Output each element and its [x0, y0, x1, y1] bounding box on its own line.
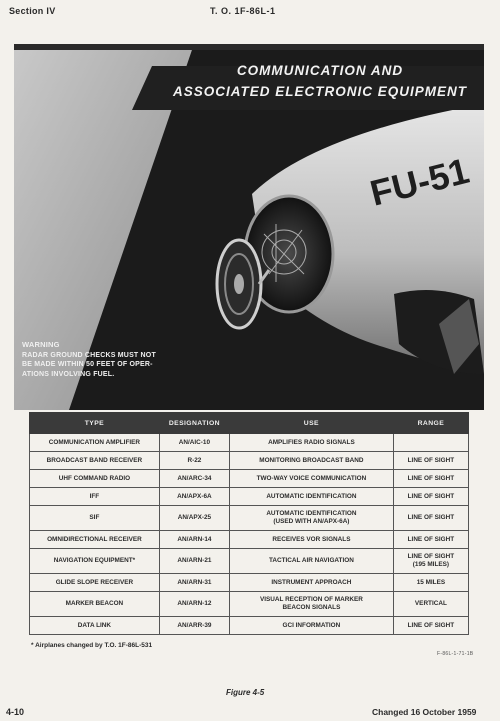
header-use: USE: [229, 413, 393, 434]
table-row: [30, 434, 469, 452]
cell-type: UHF COMMAND RADIO: [30, 470, 160, 488]
cell-designation: AN/APX-6A: [159, 488, 229, 506]
cell-range-line: VERTICAL: [414, 600, 447, 607]
cell-range: [393, 574, 468, 592]
cell-range: [393, 452, 468, 470]
cell-range-line: LINE OF SIGHT: [407, 492, 455, 500]
cell-range: [393, 488, 468, 506]
header-type: TYPE: [30, 413, 160, 434]
cell-type: COMMUNICATION AMPLIFIER: [30, 434, 160, 452]
cell-designation: AN/ARN-14: [159, 531, 229, 549]
warning-text: ATIONS INVOLVING FUEL.: [22, 370, 115, 378]
warning-text: BE MADE WITHIN 50 FEET OF OPER-: [22, 361, 153, 368]
equipment-photo-figure: [14, 44, 484, 410]
cell-use: [229, 488, 393, 506]
page-number: 4-10: [6, 707, 25, 717]
cell-type: BROADCAST BAND RECEIVER: [30, 452, 160, 470]
cell-range-line: (195 MILES): [412, 561, 450, 568]
cell-range-line: LINE OF SIGHT: [407, 553, 455, 560]
cell-type: NAVIGATION EQUIPMENT*: [30, 549, 160, 574]
cell-range: [393, 617, 468, 635]
table-row: [30, 488, 469, 506]
cell-use-line: AMPLIFIES RADIO SIGNALS: [268, 438, 355, 446]
cell-range: [393, 549, 468, 574]
equipment-table: [29, 412, 469, 635]
cell-use-line: MONITORING BROADCAST BAND: [259, 456, 364, 464]
cell-designation: AN/ARN-31: [159, 574, 229, 592]
cell-use: [229, 452, 393, 470]
fuselage-marking: FU-51: [366, 149, 473, 214]
cell-use: [229, 506, 393, 531]
cell-designation: AN/ARN-21: [159, 549, 229, 574]
cell-range: [393, 592, 468, 617]
header-range: RANGE: [393, 413, 468, 434]
cell-designation: R-22: [159, 452, 229, 470]
cell-type: OMNIDIRECTIONAL RECEIVER: [30, 531, 160, 549]
cell-use: [229, 549, 393, 574]
table-row: [30, 549, 469, 574]
cell-use-line: RECEIVES VOR SIGNALS: [272, 535, 351, 543]
figure-code: F-86L-1-71-1B: [437, 651, 474, 657]
cell-use-line: VISUAL RECEPTION OF MARKER: [259, 596, 363, 603]
cell-range: [393, 470, 468, 488]
cell-range: [393, 434, 468, 452]
table-row: [30, 506, 469, 531]
cell-type: MARKER BEACON: [30, 592, 160, 617]
cell-use: [229, 470, 393, 488]
cell-type: SIF: [30, 506, 160, 531]
cell-range-line: LINE OF SIGHT: [407, 456, 455, 464]
cell-use-line: GCI INFORMATION: [282, 621, 341, 629]
cell-use: [229, 592, 393, 617]
cell-designation: AN/ARC-34: [159, 470, 229, 488]
cell-use: [229, 434, 393, 452]
table-header-row: [30, 413, 469, 434]
cell-use: [229, 574, 393, 592]
table-row: [30, 592, 469, 617]
warning-text: RADAR GROUND CHECKS MUST NOT: [22, 351, 156, 359]
figure-title: [164, 60, 476, 102]
change-date: Changed 16 October 1959: [372, 707, 477, 717]
cell-use-line: AUTOMATIC IDENTIFICATION: [266, 492, 357, 500]
cell-range-line: LINE OF SIGHT: [407, 535, 455, 543]
warning-box: [22, 340, 192, 379]
footnote: * Airplanes changed by T.O. 1F-86L-531: [31, 642, 153, 649]
table-row: [30, 531, 469, 549]
cell-designation: AN/ARN-12: [159, 592, 229, 617]
cell-range: [393, 506, 468, 531]
cell-range-line: LINE OF SIGHT: [407, 621, 455, 629]
figure-title-line: ASSOCIATED ELECTRONIC EQUIPMENT: [172, 84, 467, 99]
warning-title: WARNING: [22, 340, 60, 349]
table-row: [30, 617, 469, 635]
cell-type: DATA LINK: [30, 617, 160, 635]
table-body: [30, 434, 469, 635]
cell-designation: AN/AIC-10: [159, 434, 229, 452]
cell-designation: AN/ARR-39: [159, 617, 229, 635]
cell-type: GLIDE SLOPE RECEIVER: [30, 574, 160, 592]
section-label: Section IV: [9, 6, 56, 16]
doc-number: T. O. 1F-86L-1: [210, 6, 276, 16]
cell-use: [229, 531, 393, 549]
table-row: [30, 452, 469, 470]
cell-range-line: LINE OF SIGHT: [407, 514, 455, 521]
cell-use-line: BEACON SIGNALS: [282, 604, 341, 611]
cell-type: IFF: [30, 488, 160, 506]
cell-range-line: LINE OF SIGHT: [407, 474, 455, 482]
figure-title-line: COMMUNICATION AND: [236, 63, 404, 78]
table-row: [30, 574, 469, 592]
header-designation: DESIGNATION: [159, 413, 229, 434]
cell-use: [229, 617, 393, 635]
cell-range: [393, 531, 468, 549]
cell-designation: AN/APX-25: [159, 506, 229, 531]
figure-caption: Figure 4-5: [226, 688, 265, 697]
cell-use-line: INSTRUMENT APPROACH: [271, 578, 352, 586]
cell-use-line: (USED WITH AN/APX-6A): [273, 518, 350, 525]
cell-use-line: TACTICAL AIR NAVIGATION: [268, 557, 354, 564]
cell-range-line: 15 MILES: [416, 578, 446, 586]
cell-use-line: TWO-WAY VOICE COMMUNICATION: [256, 474, 367, 482]
cell-use-line: AUTOMATIC IDENTIFICATION: [266, 510, 357, 517]
table-row: [30, 470, 469, 488]
